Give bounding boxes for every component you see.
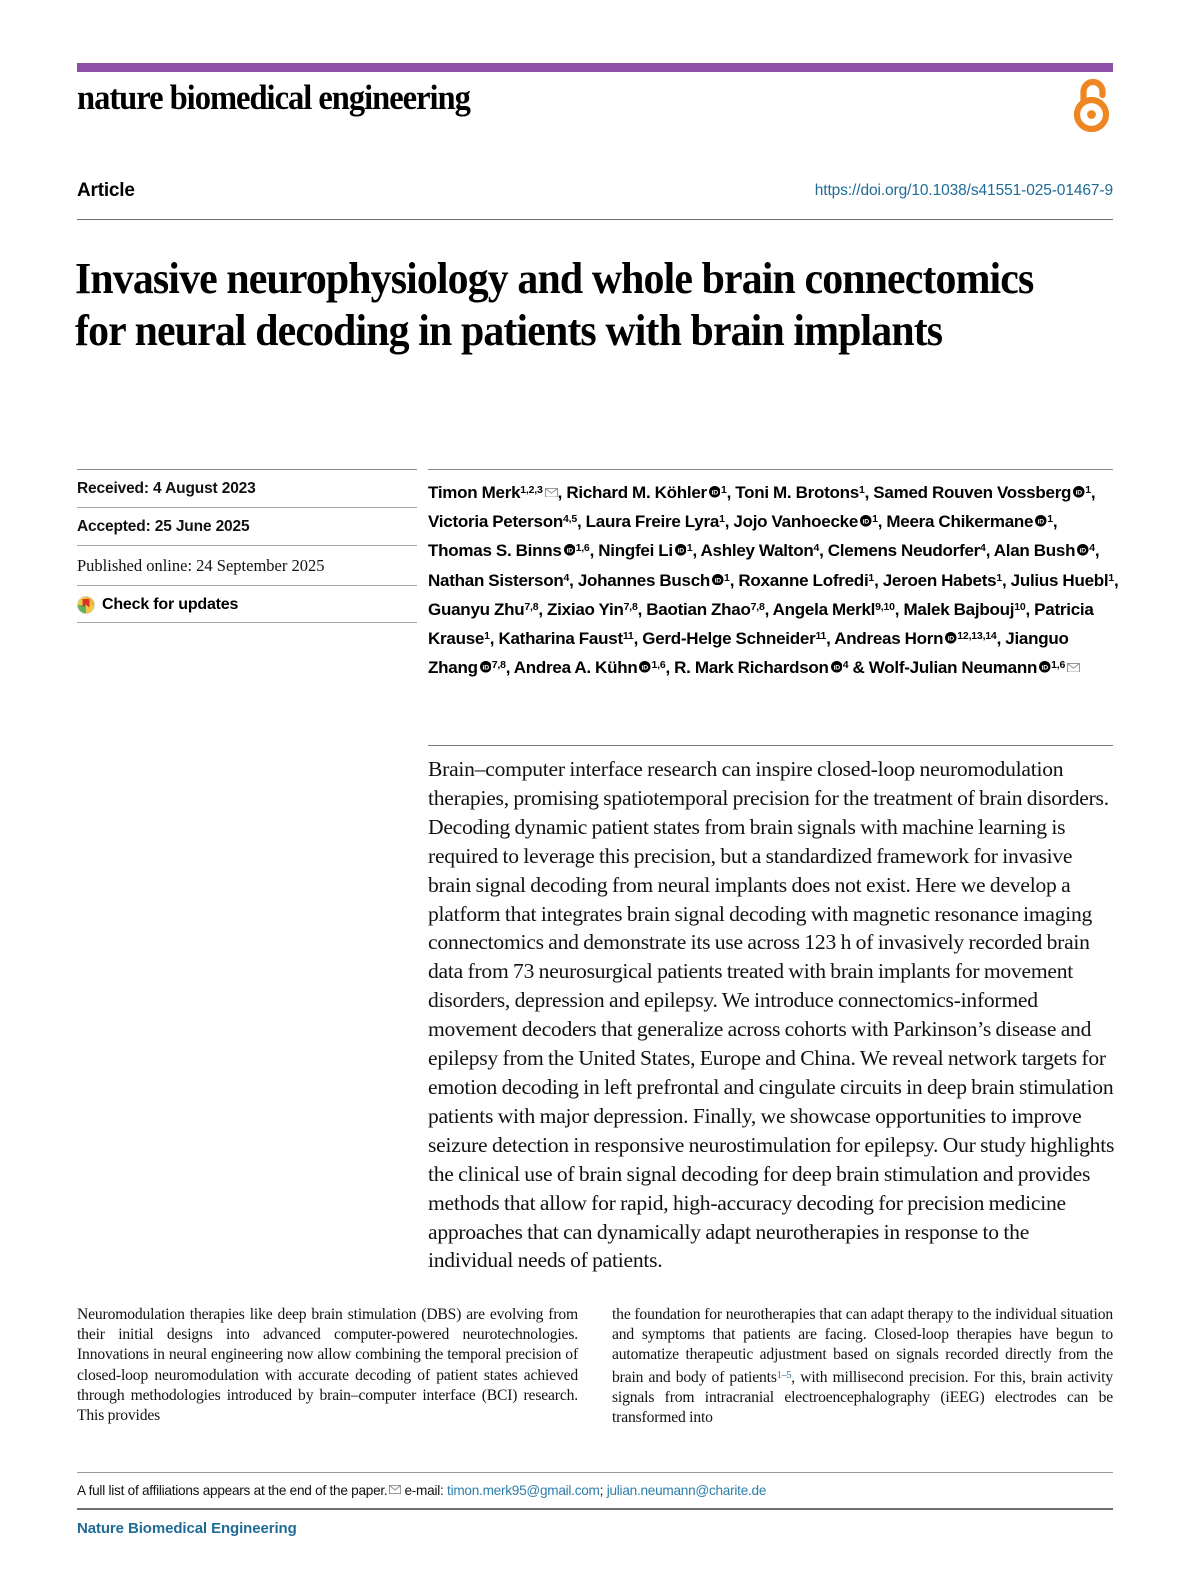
affiliation-marker[interactable]: 1 bbox=[724, 571, 730, 584]
author-name: Katharina Faust bbox=[498, 629, 623, 649]
envelope-icon[interactable] bbox=[545, 478, 558, 488]
affiliation-marker[interactable]: 7,8 bbox=[750, 600, 765, 613]
affiliation-marker[interactable]: 7,8 bbox=[623, 600, 638, 613]
affiliation-marker[interactable]: 1 bbox=[868, 571, 875, 584]
affiliation-marker[interactable]: 7,8 bbox=[491, 659, 506, 672]
affiliation-marker[interactable]: 1 bbox=[996, 571, 1002, 584]
affiliation-marker[interactable]: 9,10 bbox=[875, 600, 895, 613]
journal-footer-name: Nature Biomedical Engineering bbox=[77, 1520, 297, 1537]
author-name: Baotian Zhao bbox=[646, 599, 751, 619]
author-name: Zixiao Yin bbox=[547, 599, 624, 619]
svg-text:iD: iD bbox=[1037, 518, 1045, 526]
article-type-row bbox=[77, 180, 1113, 206]
email-link[interactable]: julian.neumann@charite.de bbox=[606, 1483, 767, 1498]
footnote-divider bbox=[77, 1472, 1113, 1473]
author-name: Clemens Neudorfer bbox=[827, 541, 981, 561]
article-type-label: Article bbox=[77, 180, 135, 201]
svg-text:iD: iD bbox=[642, 664, 649, 672]
author-name: Nathan Sisterson bbox=[428, 570, 564, 590]
affiliation-marker[interactable]: 12,13,14 bbox=[957, 630, 997, 643]
affiliation-marker[interactable]: 7,8 bbox=[524, 600, 539, 613]
published-date: Published online: 24 September 2025 bbox=[77, 556, 325, 575]
svg-text:iD: iD bbox=[862, 518, 870, 526]
affiliation-marker[interactable]: 4 bbox=[563, 571, 570, 584]
orcid-icon[interactable] bbox=[712, 566, 724, 584]
accepted-date: Accepted: 25 June 2025 bbox=[77, 518, 250, 535]
author-list: Timon Merk$^{1,2,3}$ , Richard M. Köhler iD $^1$, Toni M. Brotons$^1$, Samed Rouven Vossberg iD $^1$, Victoria Peterson$^{4,5}$, Laura Freire Lyra$^1$, Jojo Vanhoecke iD $^1$, Meera Chikermane iD $^1$, Thomas S. Binns iD $^{1,6}$, Ningfei Li iD $^1$, Ashley Walton$^4$, Clemens Neudorfer$^4$, Alan Bush iD $^4$, Nathan Sisterson$^4$, Johannes Busch iD $^1$, Roxanne Lofredi$^1$, Jeroen Habets$^1$, Julius Huebl$^1$, Guanyu Zhu$^{7,8}$, Zixiao Yin$^{7,8}$, Baotian Zhao$^{7,8}$, Angela Merkl$^{9,10}$, Malek Bajbouj$^{10}$, Patricia Krause$^1$, Katharina Faust$^{11}$, Gerd-Helge Schneider$^{11}$, Andreas Horn iD $^{12,13,14}$, Jianguo Zhang iD $^{7,8}$, Andrea A. Kühn iD $^{1,6}$, R. Mark Richardson iD $^4$ & Wolf-Julian Neumann iD $^{1,6}$ bbox=[428, 477, 1120, 681]
journal-name: nature biomedical engineering bbox=[77, 78, 470, 117]
svg-text:iD: iD bbox=[1079, 547, 1087, 555]
author-name: Alan Bush bbox=[993, 541, 1076, 561]
author-name: Guanyu Zhu bbox=[428, 599, 525, 619]
author-name: R. Mark Richardson bbox=[674, 658, 829, 678]
author-name: Timon Merk bbox=[428, 483, 521, 502]
affiliation-marker[interactable]: 1,6 bbox=[651, 659, 666, 672]
body-column-right bbox=[612, 1305, 1113, 1428]
affiliation-marker[interactable]: 4 bbox=[813, 542, 820, 555]
orcid-icon[interactable] bbox=[675, 537, 687, 555]
author-name: Thomas S. Binns bbox=[428, 541, 562, 561]
abstract-text: Brain–computer interface research can inspire closed-loop neuromodulation therapies, promising spatiotemporal precision for the treatment of brain disorders. Decoding dynamic patient states from brain signals with machine learning is required to leverage this precision, but a standardized framework for invasive brain signal decoding from neural implants does not exist. Here we develop a platform that integrates brain signal decoding with magnetic resonance imaging connectomics and demonstrate its use across 123 h of invasively recorded brain data from 73 neurosurgical patients treated with brain implants for movement disorders, depression and epilepsy. We introduce connectomics-informed movement decoders that generalize across cohorts with Parkinson’s disease and epilepsy from the United States, Europe and China. We reveal network targets for emotion decoding in left prefrontal and cingulate circuits in deep brain stimulation patients with major depression. Finally, we showcase opportunities to improve seizure detection in responsive neurostimulation for epilepsy. Our study highlights the clinical use of brain signal decoding for deep brain stimulation and provides methods that allow for rapid, high-accuracy decoding for precision medicine approaches that can dynamically adapt neurotherapies in response to the individual needs of patients. bbox=[428, 757, 1115, 1273]
orcid-icon[interactable] bbox=[709, 479, 721, 497]
affiliation-marker[interactable]: 4 bbox=[842, 659, 849, 672]
body-columns bbox=[77, 1305, 1113, 1428]
publication-history bbox=[77, 469, 417, 623]
open-access-lock-icon bbox=[1069, 76, 1115, 132]
author-name: Ashley Walton bbox=[700, 541, 814, 561]
author-name: Laura Freire Lyra bbox=[585, 512, 720, 532]
email-links: timon.merk95@gmail.com; julian.neumann@charite.de bbox=[447, 1483, 767, 1498]
affiliation-marker[interactable]: 1 bbox=[859, 484, 865, 496]
svg-text:iD: iD bbox=[677, 547, 684, 555]
footer-divider bbox=[77, 1508, 1113, 1510]
orcid-icon[interactable] bbox=[1035, 508, 1047, 526]
author-name: Gerd-Helge Schneider bbox=[642, 629, 816, 649]
author-name: Jianguo Zhang bbox=[428, 629, 1069, 678]
author-name: Andrea A. Kühn bbox=[513, 658, 638, 678]
author-name: Richard M. Köhler bbox=[566, 483, 707, 502]
svg-text:iD: iD bbox=[711, 489, 718, 497]
affiliation-marker[interactable]: 1 bbox=[872, 513, 878, 526]
journal-brand-bar bbox=[77, 63, 1113, 72]
author-name: Ningfei Li bbox=[598, 541, 673, 561]
page-title: Invasive neurophysiology and whole brain connectomics for neural decoding in patients with brain implants bbox=[75, 254, 1034, 356]
orcid-icon[interactable] bbox=[639, 654, 651, 672]
orcid-icon[interactable] bbox=[860, 508, 872, 526]
svg-text:iD: iD bbox=[833, 664, 840, 672]
affiliation-marker[interactable]: 1 bbox=[720, 484, 727, 496]
title-divider bbox=[77, 219, 1113, 220]
masthead bbox=[77, 78, 1113, 134]
affiliation-marker[interactable]: 1 bbox=[484, 630, 490, 643]
affiliation-marker[interactable]: 11 bbox=[815, 630, 827, 643]
affiliation-marker[interactable]: 1 bbox=[1085, 484, 1091, 496]
orcid-icon[interactable] bbox=[1073, 479, 1085, 497]
author-name: Wolf-Julian Neumann bbox=[868, 658, 1038, 678]
affiliation-marker[interactable]: 1 bbox=[1047, 513, 1053, 526]
author-name: Jeroen Habets bbox=[882, 570, 997, 590]
orcid-icon[interactable] bbox=[480, 654, 492, 672]
affiliation-marker[interactable]: 4 bbox=[980, 542, 986, 555]
author-name: Samed Rouven Vossberg bbox=[873, 483, 1072, 502]
author-name: Roxanne Lofredi bbox=[738, 570, 869, 590]
author-name: Victoria Peterson bbox=[428, 512, 563, 532]
affiliation-marker[interactable]: 1 bbox=[719, 513, 725, 526]
received-date: Received: 4 August 2023 bbox=[77, 480, 256, 497]
affiliation-marker[interactable]: 4 bbox=[1089, 542, 1095, 555]
author-name: Meera Chikermane bbox=[886, 512, 1034, 532]
meta-divider bbox=[77, 622, 417, 623]
affiliation-marker[interactable]: 1 bbox=[1108, 571, 1115, 584]
author-name: Jojo Vanhoecke bbox=[733, 512, 859, 532]
author-name: Julius Huebl bbox=[1010, 570, 1109, 590]
orcid-icon[interactable] bbox=[564, 537, 576, 555]
orcid-icon[interactable] bbox=[1039, 654, 1051, 672]
affiliation-note: A full list of affiliations appears at the end of the paper. bbox=[77, 1483, 388, 1498]
svg-text:iD: iD bbox=[1041, 664, 1049, 672]
affiliation-marker[interactable]: 1,6 bbox=[1051, 659, 1066, 672]
author-name: Johannes Busch bbox=[577, 570, 711, 590]
envelope-icon bbox=[389, 1482, 401, 1491]
affiliation-marker[interactable]: 11 bbox=[622, 630, 634, 643]
check-for-updates-button[interactable] bbox=[77, 586, 417, 622]
svg-text:iD: iD bbox=[947, 635, 955, 643]
svg-text:iD: iD bbox=[482, 664, 489, 672]
doi-link[interactable]: https://doi.org/10.1038/s41551-025-01467-9 bbox=[814, 182, 1113, 199]
affiliation-marker[interactable]: 4,5 bbox=[562, 513, 577, 526]
author-name: Andreas Horn bbox=[834, 629, 944, 649]
author-name: Angela Merkl bbox=[772, 599, 876, 619]
email-label: e-mail: bbox=[404, 1483, 444, 1498]
author-name: Toni M. Brotons bbox=[735, 483, 859, 502]
orcid-icon[interactable] bbox=[945, 625, 957, 643]
crossmark-badge-icon bbox=[77, 596, 95, 614]
body-right-part1: the foundation for neurotherapies that can adapt therapy to the individual situation and symptoms that patients are facing. Closed-loop therapies have begun to automatize therapeutic adjustment based on signals recorded directly from the brain and body of patients bbox=[612, 1306, 1113, 1386]
orcid-icon[interactable] bbox=[831, 654, 843, 672]
svg-text:iD: iD bbox=[714, 576, 722, 584]
orcid-icon[interactable] bbox=[1077, 537, 1089, 555]
affiliation-marker[interactable]: 1 bbox=[686, 542, 693, 555]
svg-text:iD: iD bbox=[566, 547, 573, 555]
envelope-icon[interactable] bbox=[1067, 653, 1080, 663]
abstract-divider bbox=[428, 745, 1113, 746]
email-link[interactable]: timon.merk95@gmail.com bbox=[447, 1483, 600, 1498]
affiliation-marker[interactable]: 10 bbox=[1014, 600, 1026, 613]
affiliation-marker[interactable]: 1,6 bbox=[575, 542, 590, 555]
author-name: Patricia Krause bbox=[428, 599, 1094, 649]
author-name: Malek Bajbouj bbox=[903, 599, 1015, 619]
authors-divider bbox=[428, 469, 1113, 470]
body-right-part2: , with millisecond precision. For this, brain activity signals from intracranial electroencephalography (iEEG) electrodes can be transformed into bbox=[612, 1368, 1113, 1427]
svg-text:iD: iD bbox=[1075, 489, 1083, 497]
body-column-left: Neuromodulation therapies like deep brain stimulation (DBS) are evolving from their initial designs into advanced computer-powered neurotechnologies. Innovations in neural engineering now allow combining the temporal precision of closed-loop neuromodulation with accurate decoding of patient states achieved through methodologies introduced by brain–computer interface (BCI) research. This provides bbox=[77, 1306, 578, 1425]
citation-reference[interactable]: 1–5 bbox=[776, 1369, 792, 1381]
affiliation-marker[interactable]: 1,2,3 bbox=[520, 484, 543, 496]
footnote bbox=[77, 1482, 1113, 1498]
check-for-updates-label: Check for updates bbox=[102, 596, 239, 613]
